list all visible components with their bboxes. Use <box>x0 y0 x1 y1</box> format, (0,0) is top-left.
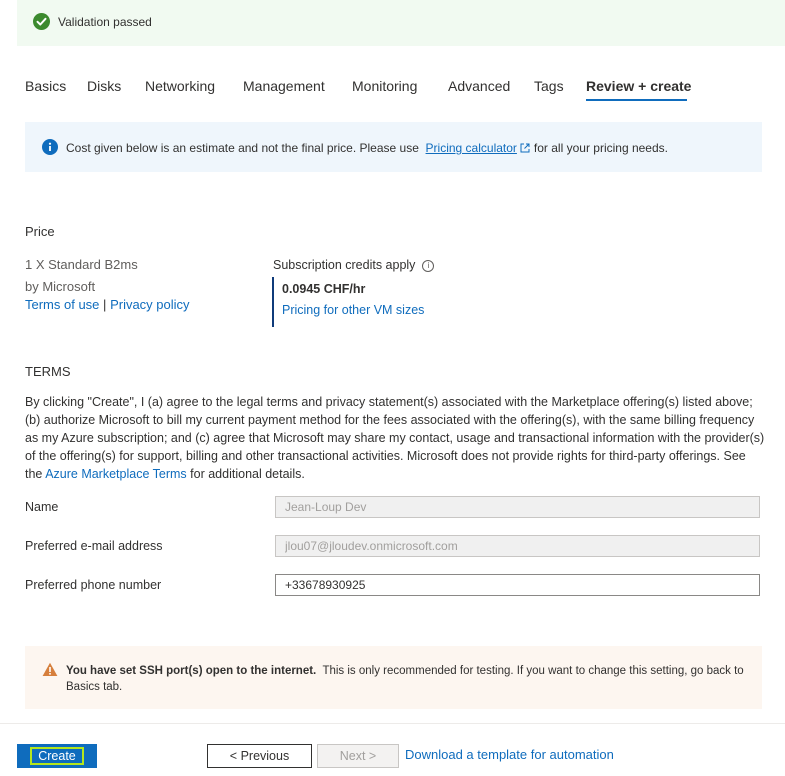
footer-divider <box>0 723 785 724</box>
terms-of-use-link[interactable]: Terms of use <box>25 297 100 312</box>
active-tab-indicator <box>586 99 687 101</box>
tab-disks[interactable]: Disks <box>87 78 122 94</box>
price-accent-bar <box>272 277 274 327</box>
external-link-icon <box>520 143 530 153</box>
check-circle-icon <box>33 13 50 30</box>
tab-advanced[interactable]: Advanced <box>448 78 511 94</box>
validation-banner <box>17 0 785 46</box>
pricing-calculator-link[interactable]: Pricing calculator <box>425 141 517 155</box>
create-button[interactable] <box>17 744 97 768</box>
tab-management[interactable]: Management <box>243 78 325 94</box>
pricing-other-vm-sizes-link[interactable]: Pricing for other VM sizes <box>282 303 425 317</box>
terms-text <box>25 393 765 483</box>
previous-button[interactable]: < Previous <box>207 744 312 768</box>
ssh-warning-detail: This is only recommended for testing. If you want to change this setting, go back to Basics tab. <box>66 665 744 693</box>
publisher: by Microsoft <box>25 279 96 294</box>
ssh-warning-text <box>66 663 756 695</box>
cost-info-text <box>66 141 668 155</box>
next-button[interactable]: Next > <box>317 744 399 768</box>
price-amount: 0.0945 CHF/hr <box>282 282 366 296</box>
download-template-link[interactable]: Download a template for automation <box>405 747 614 762</box>
link-separator: | <box>103 297 107 312</box>
privacy-policy-link[interactable]: Privacy policy <box>110 297 190 312</box>
name-label: Name <box>25 500 59 514</box>
ssh-warning-bold: You have set SSH port(s) open to the internet. <box>66 665 317 677</box>
email-label: Preferred e-mail address <box>25 539 163 553</box>
name-field[interactable] <box>275 496 760 518</box>
product-name: 1 X Standard B2ms <box>25 257 138 272</box>
cost-info-banner <box>25 122 762 172</box>
validation-text: Validation passed <box>58 15 152 29</box>
subscription-credits <box>273 258 434 272</box>
subscription-credits-label: Subscription credits apply <box>273 258 416 272</box>
terms-heading: TERMS <box>25 364 71 379</box>
tab-tags[interactable]: Tags <box>534 78 564 94</box>
price-links <box>25 297 190 312</box>
phone-field[interactable] <box>275 574 760 596</box>
credits-info-icon[interactable]: i <box>422 260 434 272</box>
phone-label: Preferred phone number <box>25 578 162 592</box>
email-field[interactable] <box>275 535 760 557</box>
cost-info-text-before: Cost given below is an estimate and not the final price. Please use <box>66 141 419 155</box>
create-button-label: Create <box>32 749 82 763</box>
tab-networking[interactable]: Networking <box>145 78 216 94</box>
ssh-warning-banner <box>25 646 762 709</box>
warning-icon <box>42 662 58 677</box>
terms-text-before: By clicking "Create", I (a) agree to the legal terms and privacy statement(s) associated with the Marketplace offering(s) listed above; (b) authorize Microsoft to bill my current payment method for the fees associated with the offering(s), with the same billing frequency as my Azure subscription; and (c) agree that Microsoft may share my contact, usage and transactional information with the provider(s) of the offering(s) for support, billing and other transactional activities. Microsoft does not provide rights for third-party offerings. See the <box>25 395 765 481</box>
tab-monitoring[interactable]: Monitoring <box>352 78 418 94</box>
info-icon <box>42 139 58 155</box>
price-heading: Price <box>25 224 55 239</box>
tab-basics[interactable]: Basics <box>25 78 67 94</box>
tab-review-create[interactable]: Review + create <box>586 78 692 94</box>
cost-info-text-after: for all your pricing needs. <box>533 141 668 155</box>
azure-marketplace-terms-link[interactable]: Azure Marketplace Terms <box>45 467 187 481</box>
terms-text-after: for additional details. <box>190 467 305 481</box>
